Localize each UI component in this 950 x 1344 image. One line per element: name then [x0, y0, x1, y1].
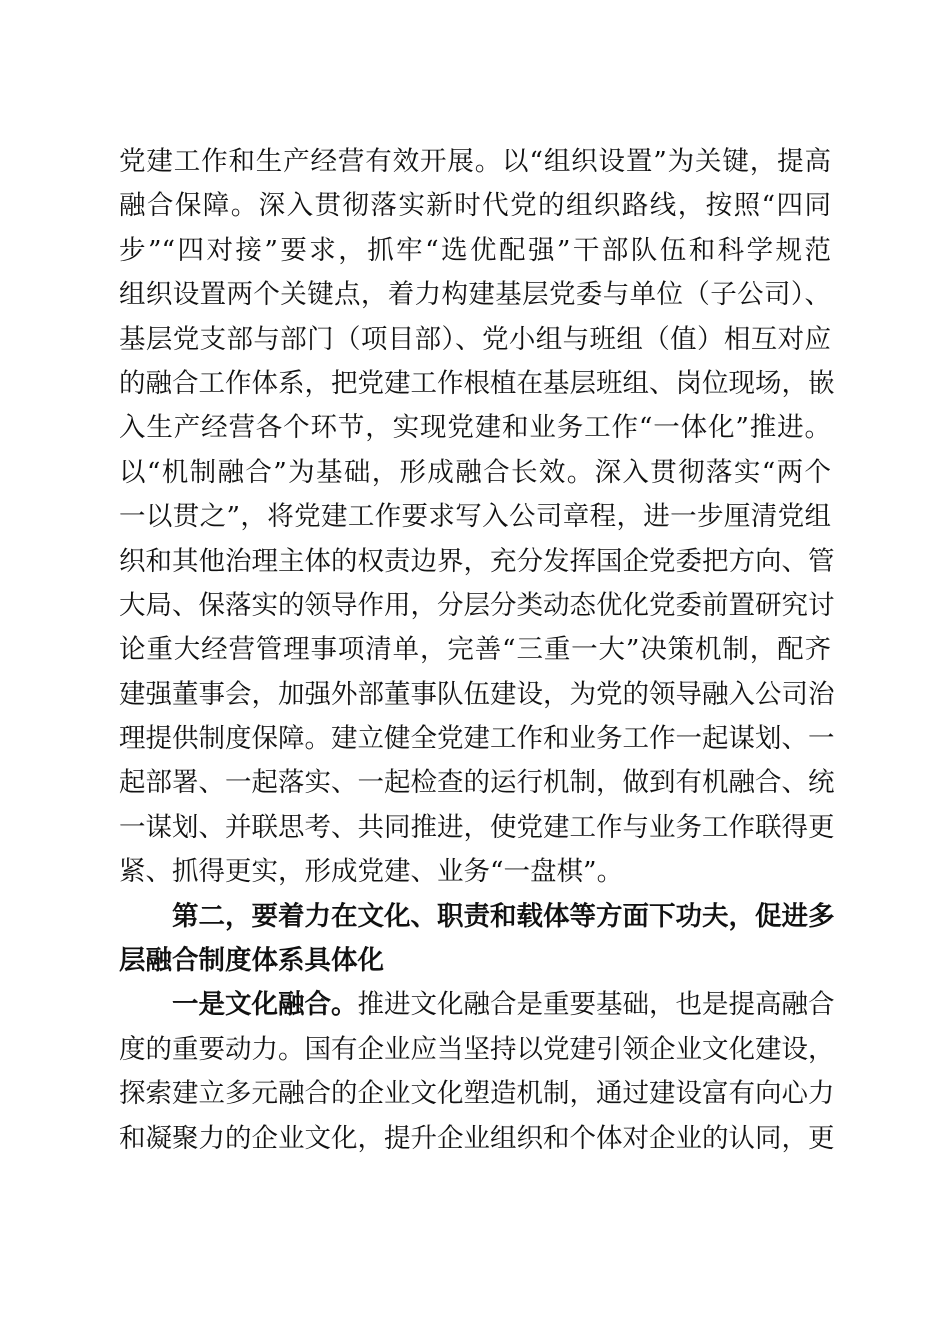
paragraph-culture: [119, 983, 835, 1161]
text-line: 步”“四对接”要求，抓牢“选优配强”干部队伍和科学规范: [119, 234, 831, 266]
heading-line: 层融合制度体系具体化: [119, 945, 384, 977]
text-line: 论重大经营管理事项清单，完善“三重一大”决策机制，配齐: [119, 634, 831, 666]
text-line: 理提供制度保障。建立健全党建工作和业务工作一起谋划、一: [119, 723, 835, 755]
text-line: 融合保障。深入贯彻落实新时代党的组织路线，按照“四同: [119, 190, 831, 222]
text-line: 织和其他治理主体的权责边界，充分发挥国企党委把方向、管: [119, 545, 835, 577]
text-line: 建强董事会，加强外部董事队伍建设，为党的领导融入公司治: [119, 678, 835, 710]
text-line: 紧、抓得更实，形成党建、业务“一盘棋”。: [119, 856, 624, 888]
paragraph-1: [119, 140, 835, 895]
section-heading: [119, 895, 835, 984]
text-line: 探索建立多元融合的企业文化塑造机制，通过建设富有向心力: [119, 1078, 835, 1110]
heading-line: 第二，要着力在文化、职责和载体等方面下功夫，促进多: [172, 900, 835, 932]
text-line: 以“机制融合”为基础，形成融合长效。深入贯彻落实“两个: [119, 456, 831, 488]
paragraph-lead-rest: 推进文化融合是重要基础，也是提高融合: [357, 989, 835, 1021]
document-body: [119, 140, 835, 1161]
text-line: 的融合工作体系，把党建工作根植在基层班组、岗位现场，嵌: [119, 367, 835, 399]
text-line: 起部署、一起落实、一起检查的运行机制，做到有机融合、统: [119, 767, 835, 799]
text-line: 大局、保落实的领导作用，分层分类动态优化党委前置研究讨: [119, 589, 835, 621]
text-line: 入生产经营各个环节，实现党建和业务工作“一体化”推进。: [119, 412, 831, 444]
paragraph-lead: 一是文化融合。: [172, 989, 358, 1021]
text-line: 党建工作和生产经营有效开展。以“组织设置”为关键，提高: [119, 146, 831, 177]
text-line: 组织设置两个关键点，着力构建基层党委与单位（子公司）、: [119, 279, 831, 311]
text-line: 和凝聚力的企业文化，提升企业组织和个体对企业的认同，更: [119, 1122, 835, 1154]
text-line: 基层党支部与部门（项目部）、党小组与班组（值）相互对应: [119, 323, 831, 355]
text-line: [119, 983, 835, 1027]
text-line: 一以贯之”，将党建工作要求写入公司章程，进一步厘清党组: [119, 501, 831, 533]
text-line: 度的重要动力。国有企业应当坚持以党建引领企业文化建设，: [119, 1033, 835, 1065]
text-line: 一谋划、并联思考、共同推进，使党建工作与业务工作联得更: [119, 811, 835, 843]
